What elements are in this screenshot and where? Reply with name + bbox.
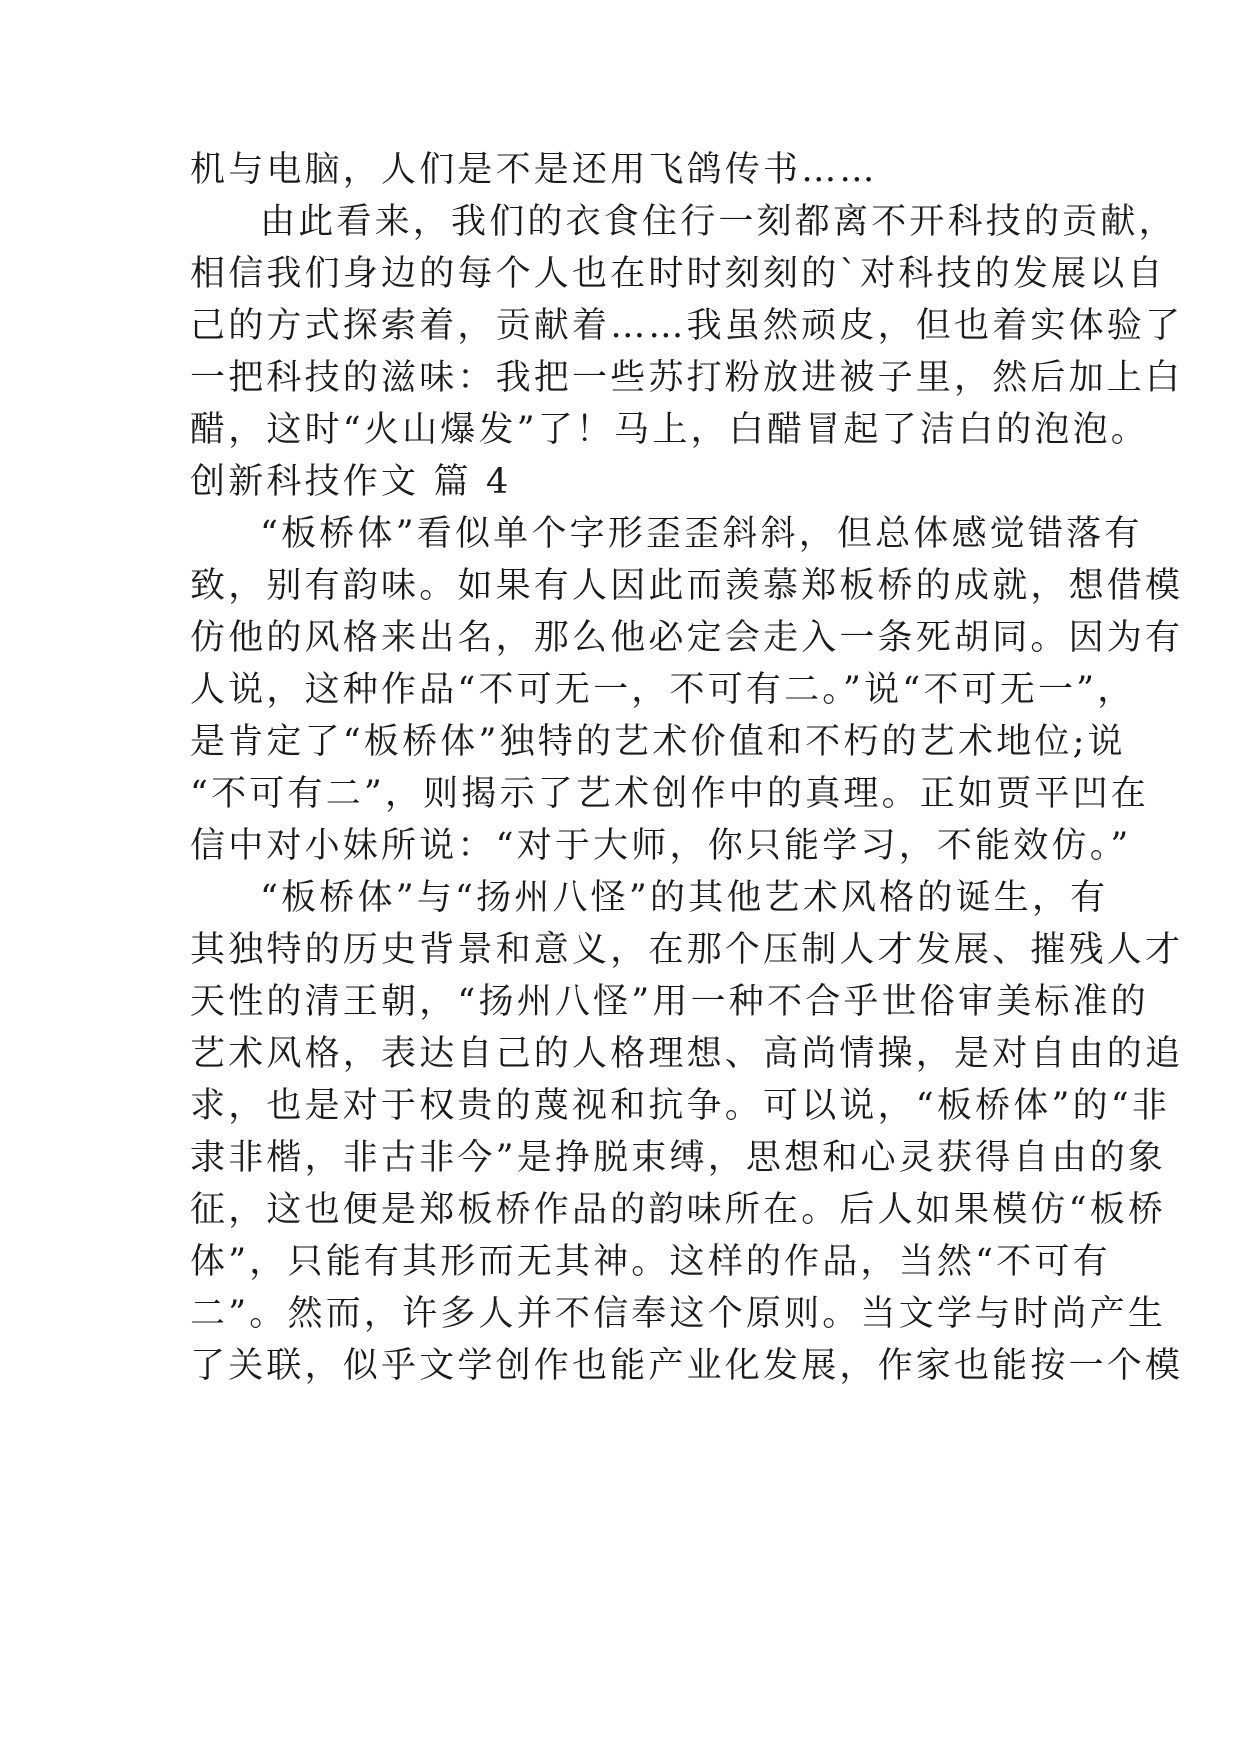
paragraph-start-line: “板桥体”看似单个字形歪歪斜斜，但总体感觉错落有: [260, 514, 1143, 554]
text-line: 机与电脑，人们是不是还用飞鸽传书……: [190, 150, 878, 190]
paragraph-start-line: 由此看来，我们的衣食住行一刻都离不开科技的贡献，: [260, 202, 1177, 242]
text-line: 人说，这种作品“不可无一，不可有二。”说“不可无一”，: [190, 670, 1136, 710]
text-line: 求，也是对于权贵的蔑视和抗争。可以说，“板桥体”的“非: [190, 1086, 1171, 1126]
text-line: 天性的清王朝，“扬州八怪”用一种不合乎世俗审美标准的: [190, 982, 1149, 1022]
text-line: 二”。然而，许多人并不信奉这个原则。当文学与时尚产生: [190, 1294, 1167, 1334]
text-line: 一把科技的滋味：我把一些苏打粉放进被子里，然后加上白: [190, 358, 1184, 398]
text-line: 其独特的历史背景和意义，在那个压制人才发展、摧残人才: [190, 930, 1184, 970]
text-line: 仿他的风格来出名，那么他必定会走入一条死胡同。因为有: [190, 618, 1184, 658]
text-line: 征，这也便是郑板桥作品的韵味所在。后人如果模仿“板桥: [190, 1190, 1167, 1230]
section-heading: 创新科技作文 篇 4: [190, 462, 512, 502]
text-line: 了关联，似乎文学创作也能产业化发展，作家也能按一个模: [190, 1346, 1184, 1386]
text-line: 己的方式探索着，贡献着……我虽然顽皮，但也着实体验了: [190, 306, 1184, 346]
paragraph-start-line: “板桥体”与“扬州八怪”的其他艺术风格的诞生，有: [260, 878, 1109, 918]
text-line: 体”，只能有其形而无其神。这样的作品，当然“不可有: [190, 1242, 1111, 1282]
text-line: 信中对小妹所说：“对于大师，你只能学习，不能效仿。”: [190, 826, 1132, 866]
text-line: 致，别有韵味。如果有人因此而羡慕郑板桥的成就，想借模: [190, 566, 1184, 606]
text-line: 相信我们身边的每个人也在时时刻刻的`对科技的发展以自: [190, 254, 1166, 294]
text-line: 艺术风格，表达自己的人格理想、高尚情操，是对自由的追: [190, 1034, 1184, 1074]
text-line: 隶非楷，非古非今”是挣脱束缚，思想和心灵获得自由的象: [190, 1138, 1167, 1178]
text-line: 是肯定了“板桥体”独特的艺术价值和不朽的艺术地位;说: [190, 722, 1126, 762]
text-line: “不可有二”，则揭示了艺术创作中的真理。正如贾平凹在: [190, 774, 1149, 814]
text-line: 醋，这时“火山爆发”了！马上，白醋冒起了洁白的泡泡。: [190, 410, 1149, 450]
